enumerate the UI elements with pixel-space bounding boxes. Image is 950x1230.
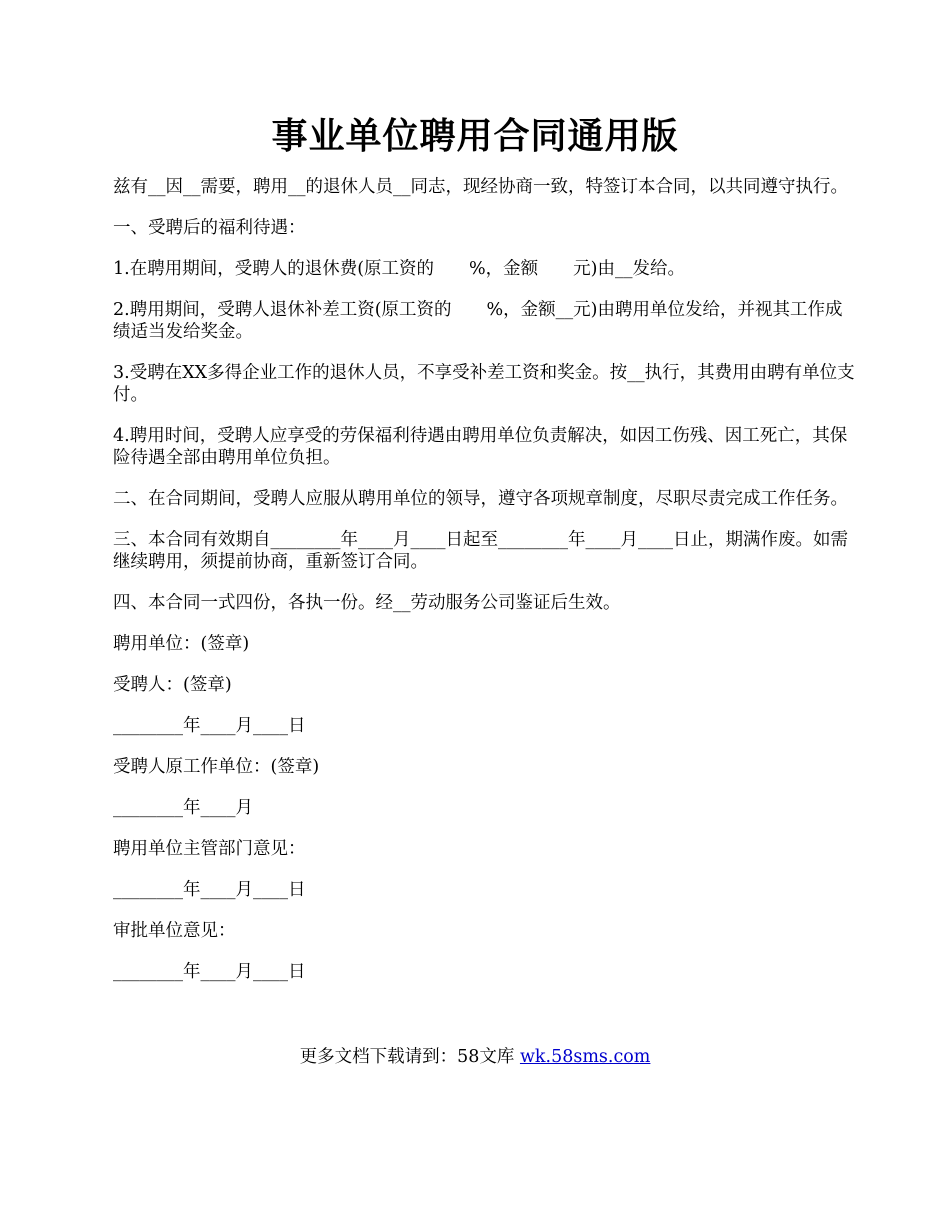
footer-text: 更多文档下载请到：58文库: [299, 1047, 520, 1067]
document-body: [113, 176, 858, 1002]
former-employer-signature-line: 受聘人原工作单位：(签章): [113, 757, 320, 777]
document-title: 事业单位聘用合同通用版: [271, 115, 679, 157]
section-3: 三、本合同有效期自________年____月____日起至________年____月____日止，期满作废。如需继续聘用，须提前协商，重新签订合同。: [113, 530, 848, 572]
footer-link[interactable]: wk.58sms.com: [519, 1047, 651, 1067]
clause-4: 4.聘用时间，受聘人应享受的劳保福利待遇由聘用单位负责解决，如因工伤残、因工死亡，其保险待遇全部由聘用单位负担。: [113, 426, 848, 468]
clause-1: 1.在聘用期间，受聘人的退休费(原工资的 %，金额 元)由__发给。: [113, 259, 685, 279]
supervisor-date-line: ________年____月____日: [113, 880, 306, 900]
supervisor-opinion-line: 聘用单位主管部门意见：: [113, 839, 306, 859]
section-4: 四、本合同一式四份，各执一份。经__劳动服务公司鉴证后生效。: [113, 593, 621, 613]
clause-3: 3.受聘在XX多得企业工作的退休人员，不享受补差工资和奖金。按__执行，其费用由聘有单位支付。: [113, 363, 855, 405]
download-footer: [0, 1045, 950, 1069]
employee-signature-line: 受聘人：(签章): [113, 675, 232, 695]
section-1-heading: 一、受聘后的福利待遇：: [113, 218, 306, 238]
former-employer-date-line: ________年____月: [113, 798, 253, 818]
clause-2: 2.聘用期间，受聘人退休补差工资(原工资的 %，金额__元)由聘用单位发给，并视其工作成绩适当发给奖金。: [113, 300, 843, 342]
employer-signature-line: 聘用单位：(签章): [113, 634, 250, 654]
section-2: 二、在合同期间，受聘人应服从聘用单位的领导，遵守各项规章制度，尽职尽责完成工作任务。: [113, 489, 848, 509]
signature-date-line: ________年____月____日: [113, 716, 306, 736]
intro-paragraph: 兹有__因__需要，聘用__的退休人员__同志，现经协商一致，特签订本合同，以共同遵守执行。: [113, 177, 848, 197]
approval-date-line: ________年____月____日: [113, 962, 306, 982]
approval-opinion-line: 审批单位意见：: [113, 921, 236, 941]
